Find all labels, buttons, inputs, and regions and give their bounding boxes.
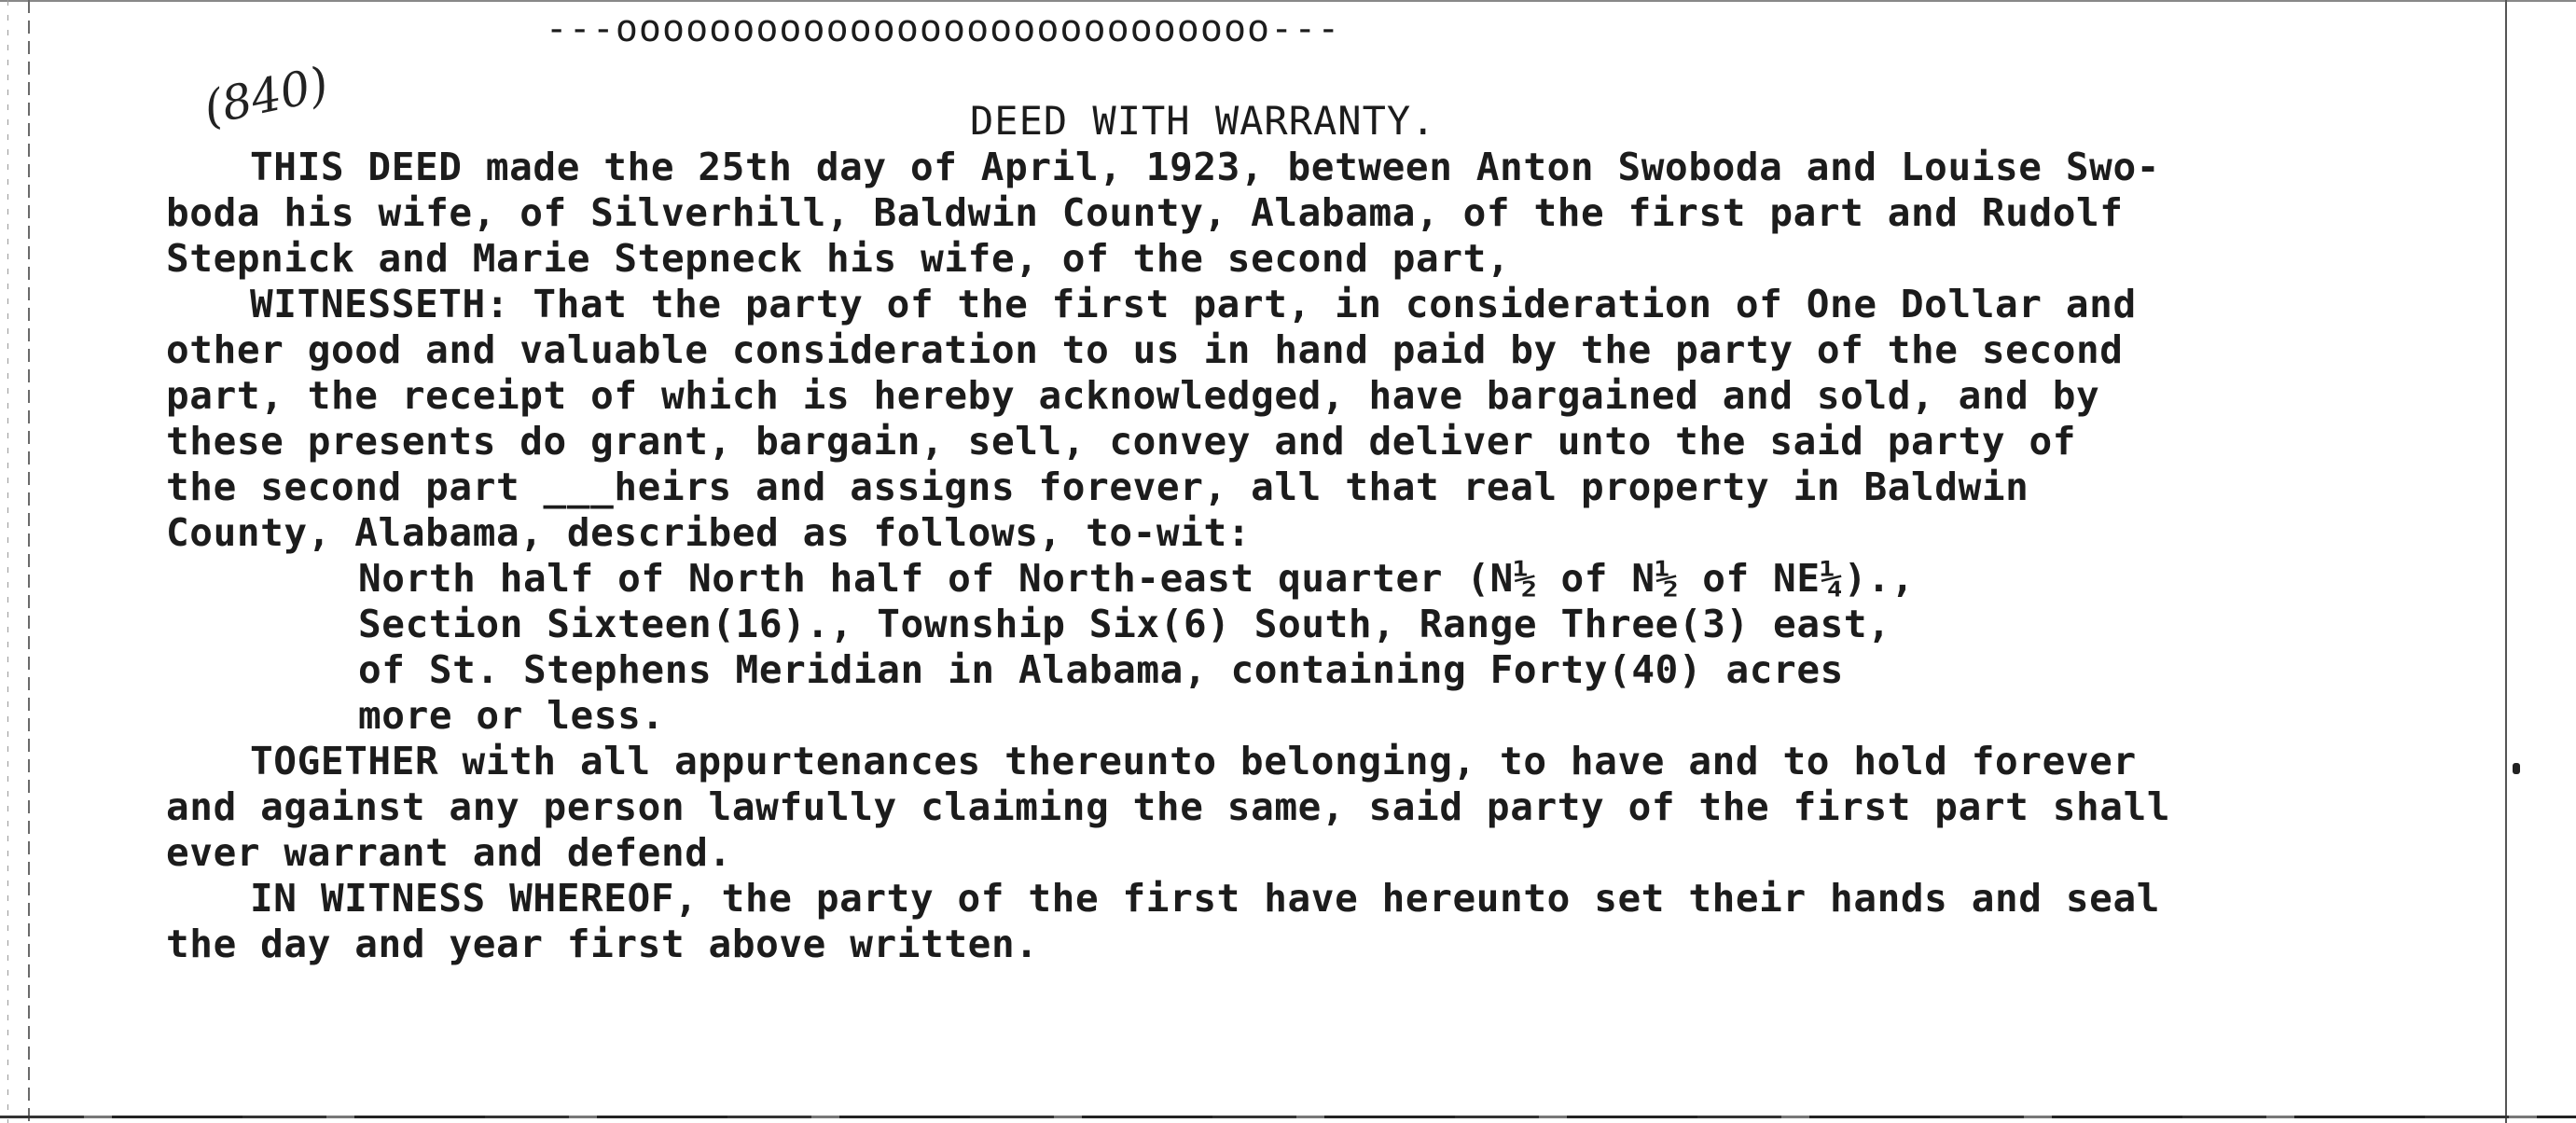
page-bottom-edge — [0, 1116, 2576, 1118]
deed-line: boda his wife, of Silverhill, Baldwin County, Alabama, of the first part and Rudolf — [166, 190, 2124, 235]
deed-line: other good and valuable consideration to us in hand paid by the party of the second — [166, 327, 2124, 372]
deed-line: part, the receipt of which is hereby acknowledged, have bargained and sold, and by — [166, 373, 2100, 418]
deed-line: the second part ___heirs and assigns forever, all that real property in Baldwin — [166, 464, 2029, 509]
page-top-edge — [0, 0, 2576, 2]
deed-line: more or less. — [358, 693, 665, 738]
deed-line: IN WITNESS WHEREOF, the party of the first have hereunto set their hands and seal — [250, 876, 2161, 921]
deed-line: the day and year first above written. — [166, 922, 1039, 966]
stray-mark — [2513, 763, 2520, 774]
deed-line: TOGETHER with all appurtenances thereunto belonging, to have and to hold forever — [250, 739, 2137, 783]
deed-line: Section Sixteen(16)., Township Six(6) South, Range Three(3) east, — [358, 602, 1891, 646]
deed-line: Stepnick and Marie Stepneck his wife, of the second part, — [166, 236, 1511, 281]
separator-line — [0, 7, 2576, 50]
separator-text: ---oooooooooooooooooooooooooooo--- — [545, 7, 1341, 50]
deed-line: and against any person lawfully claiming the same, said party of the first part shall — [166, 784, 2171, 829]
handwritten-mark: (840) — [199, 56, 334, 136]
deed-line: County, Alabama, described as follows, to-wit: — [166, 510, 1252, 555]
deed-line: these presents do grant, bargain, sell, convey and deliver unto the said party of — [166, 419, 2077, 464]
page-left-border-faint — [7, 0, 8, 1123]
deed-body — [166, 145, 2507, 967]
page-left-border — [28, 0, 30, 1123]
deed-line: ever warrant and defend. — [166, 830, 732, 875]
deed-line: WITNESSETH: That the party of the first part, in consideration of One Dollar and — [250, 282, 2137, 326]
document-title: DEED WITH WARRANTY. — [970, 98, 1436, 144]
deed-line: North half of North half of North-east quarter (N½ of N½ of NE¼)., — [358, 556, 1915, 601]
deed-line: THIS DEED made the 25th day of April, 1923, between Anton Swoboda and Louise Swo- — [250, 145, 2161, 189]
deed-line: of St. Stephens Meridian in Alabama, containing Forty(40) acres — [358, 647, 1844, 692]
